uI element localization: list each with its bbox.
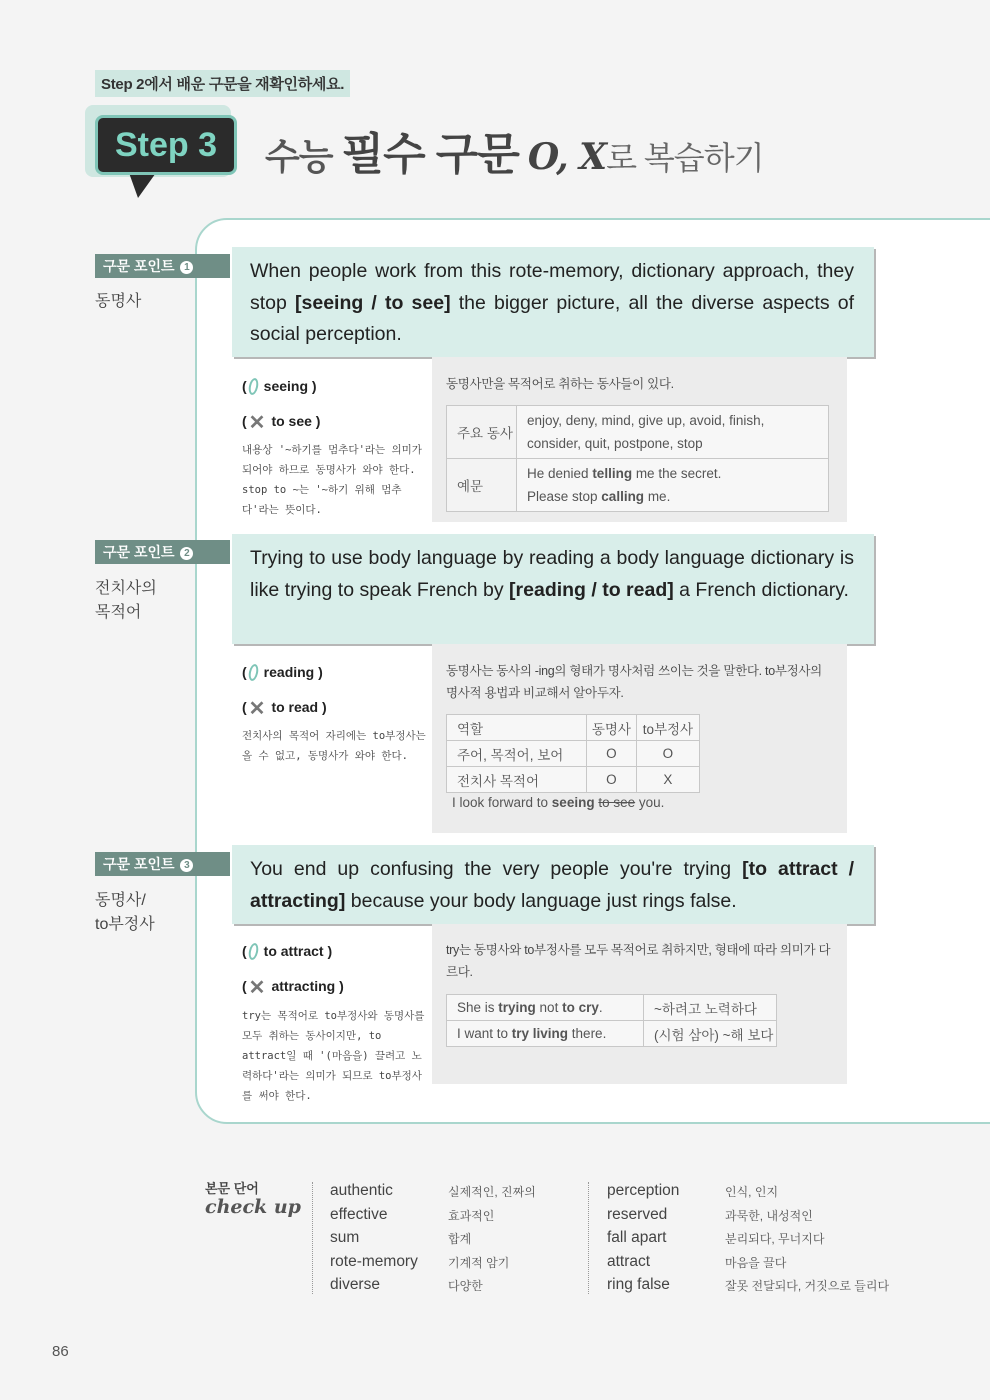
- point-label-line: to부정사: [95, 916, 155, 933]
- table-cell: O: [586, 767, 636, 793]
- answer-correct-1: ( seeing ): [242, 378, 317, 394]
- vocab-word: reserved: [607, 1205, 668, 1223]
- ex-text: She is: [457, 1000, 499, 1015]
- vocab-word: ring false: [607, 1276, 670, 1294]
- ex-text: Please stop: [527, 489, 602, 504]
- point-label-1: [95, 290, 141, 314]
- ex-bold: calling: [601, 489, 645, 504]
- point-number: 3: [180, 859, 193, 872]
- vocab-meaning: 다양한: [448, 1279, 483, 1294]
- vocab-word: fall apart: [607, 1229, 667, 1247]
- ex-text: not: [535, 1000, 563, 1015]
- vocab-meaning: 실제적인, 진짜의: [448, 1185, 536, 1199]
- vocab-word: authentic: [330, 1182, 393, 1199]
- answer-correct-2: ( reading ): [242, 664, 323, 680]
- point-tag-1: [95, 254, 230, 278]
- ex-text: He denied: [527, 466, 593, 481]
- sentence-choice: [reading / to read]: [509, 578, 674, 601]
- table-head: 주요 동사: [447, 406, 517, 459]
- title-pre: 수능: [265, 136, 333, 177]
- ex-bold: telling: [592, 466, 633, 481]
- vocab-word: attract: [607, 1252, 651, 1270]
- table-cell: (시험 삼아) ~해 보다: [644, 1021, 777, 1047]
- vocab-col-ko-2: [725, 1181, 889, 1299]
- ex-bold: to cry: [562, 1000, 599, 1015]
- table-cell: X: [636, 767, 699, 793]
- page-number: 86: [52, 1343, 69, 1360]
- ex-strike: to see: [598, 795, 636, 810]
- answer-correct-3: ( to attract ): [242, 943, 333, 959]
- ex-text: you.: [635, 795, 665, 810]
- sentence-text: When people work from this rote-memory, dictionary approach, they stop: [250, 260, 854, 314]
- sentence-choice: [seeing / to see]: [295, 291, 451, 314]
- point-label-line: 동명사: [95, 293, 142, 310]
- answer-text: seeing ): [263, 378, 317, 394]
- table-row: [447, 741, 700, 767]
- table-line: enjoy, deny, mind, give up, avoid, finish,: [527, 413, 765, 428]
- table-row: [447, 715, 700, 741]
- divider: [588, 1182, 589, 1294]
- point-label-3: [95, 889, 155, 937]
- point-number: 1: [180, 261, 193, 274]
- recheck-banner: Step 2에서 배운 구문을 재확인하세요.: [95, 70, 350, 97]
- table-cell: [447, 1021, 644, 1047]
- table-cell: O: [636, 741, 699, 767]
- divider: [312, 1182, 313, 1294]
- table-line: [527, 485, 818, 508]
- ex-bold: trying: [498, 1000, 536, 1015]
- table-cell: O: [586, 741, 636, 767]
- verb-table: [446, 405, 829, 512]
- vocab-word: diverse: [330, 1276, 380, 1294]
- ex-text: I look forward to: [452, 795, 552, 810]
- sentence-box-1: [232, 247, 874, 357]
- vocab-meaning: 기계적 암기: [448, 1255, 510, 1270]
- answer-text: to see ): [271, 413, 321, 429]
- sentence-text: a French dictionary.: [673, 578, 849, 601]
- ex-text: there.: [568, 1026, 607, 1041]
- point-label-2: [95, 577, 157, 625]
- table-cell: 주어, 목적어, 보어: [447, 741, 587, 767]
- table-line: [527, 462, 818, 485]
- step-label: Step 3: [114, 126, 218, 164]
- handwritten-note-3: try는 목적어로 to부정사와 동명사를 모두 취하는 동사이지만, to attract일 때 '(마음을) 끌려고 노력하다'라는 의미가 되므로 to부정사를 써야 한다.: [242, 1010, 425, 1102]
- vocab-meaning: 효과적인: [448, 1208, 495, 1223]
- vocab-col-en-1: [330, 1179, 418, 1297]
- checkup-label: [205, 1180, 301, 1216]
- answer-text: attracting ): [271, 978, 344, 994]
- gerund-table: [446, 714, 700, 793]
- handwritten-note-2: 전치사의 목적어 자리에는 to부정사는 올 수 없고, 동명사가 와야 한다.: [242, 730, 426, 762]
- vocab-meaning: 인식, 인지: [725, 1185, 779, 1199]
- point-label-line: 목적어: [95, 604, 142, 621]
- title-ox: O, X: [527, 136, 607, 178]
- sentence-choice: [to attract / attracting]: [250, 858, 854, 912]
- point-tag-label: 구문 포인트: [103, 258, 175, 274]
- ex-bold: seeing: [551, 795, 595, 810]
- checkup-label-bottom: check up: [205, 1196, 301, 1218]
- try-table: [446, 994, 777, 1047]
- cross-x-icon: ✕: [248, 412, 266, 434]
- point-label-line: 동명사/: [95, 892, 146, 909]
- vocab-word: rote-memory: [330, 1252, 418, 1270]
- vocab-meaning: 분리되다, 무너지다: [725, 1232, 825, 1247]
- handwritten-note-1: 내용상 '~하기를 멈추다'라는 의미가 되어야 하므로 동명사가 와야 한다. stop to ~는 '~하기 위해 멈추다'라는 뜻이다.: [242, 444, 422, 516]
- sentence-text: the bigger picture, all the diverse aspects of social perception.: [250, 291, 855, 345]
- table-line: consider, quit, postpone, stop: [527, 436, 703, 451]
- step-badge: [95, 115, 237, 175]
- explain-text-2: 동명사는 동사의 -ing의 형태가 명사처럼 쓰이는 것을 말한다. to부정사의 명사적 용법과 비교해서 알아두자.: [446, 664, 822, 700]
- checkup-label-top: 본문 단어: [205, 1181, 259, 1196]
- answer-text: reading ): [263, 664, 323, 680]
- table-cell: 전치사 목적어: [447, 767, 587, 793]
- sentence-box-3: [232, 845, 874, 924]
- example-sentence: [452, 795, 664, 810]
- vocab-word: perception: [607, 1182, 680, 1199]
- answer-text: to attract ): [263, 943, 333, 959]
- title-post: 로 복습하기: [606, 140, 764, 176]
- table-cell: [517, 459, 829, 512]
- ex-text: me.: [644, 489, 671, 504]
- vocab-col-en-2: [607, 1179, 679, 1297]
- ex-text: I want to: [457, 1026, 512, 1041]
- table-cell: [447, 995, 644, 1021]
- point-label-line: 전치사의: [95, 580, 157, 597]
- point-tag-2: [95, 540, 230, 564]
- table-row: [447, 1021, 777, 1047]
- table-head: 동명사: [586, 715, 636, 741]
- point-tag-label: 구문 포인트: [103, 544, 175, 560]
- explain-text-1: 동명사만을 목적어로 취하는 동사들이 있다.: [446, 377, 674, 391]
- table-cell: [517, 406, 829, 459]
- explain-text-3: try는 동명사와 to부정사를 모두 목적어로 취하지만, 형태에 따라 의미가 다르다.: [446, 943, 831, 979]
- table-head: to부정사: [636, 715, 699, 741]
- answer-wrong-1: ( ✕ to see ): [242, 412, 321, 434]
- circle-o-icon: [247, 377, 259, 395]
- point-number: 2: [180, 547, 193, 560]
- ex-text: me the secret.: [632, 466, 722, 481]
- table-cell: ~하려고 노력하다: [644, 995, 777, 1021]
- table-head: 역할: [447, 715, 587, 741]
- answer-wrong-2: ( ✕ to read ): [242, 698, 327, 720]
- cross-x-icon: ✕: [248, 698, 266, 720]
- ex-text: .: [598, 1000, 603, 1015]
- table-row: [447, 995, 777, 1021]
- vocab-meaning: 잘못 전달되다, 거짓으로 들리다: [725, 1279, 890, 1294]
- vocab-meaning: 마음을 끌다: [725, 1255, 787, 1270]
- sentence-box-2: [232, 534, 874, 644]
- table-row: [447, 406, 829, 459]
- circle-o-icon: [247, 663, 259, 681]
- answer-wrong-3: ( ✕ attracting ): [242, 977, 344, 999]
- point-tag-label: 구문 포인트: [103, 856, 175, 872]
- ex-bold: try living: [511, 1026, 569, 1041]
- sentence-text: because your body language just rings false.: [345, 889, 737, 912]
- cross-x-icon: ✕: [248, 977, 266, 999]
- vocab-col-ko-1: [448, 1181, 536, 1299]
- vocab-meaning: 과묵한, 내성적인: [725, 1208, 813, 1223]
- table-row: [447, 767, 700, 793]
- table-head: 예문: [447, 459, 517, 512]
- circle-o-icon: [247, 942, 259, 960]
- title-big: 필수 구문: [341, 130, 519, 179]
- vocab-meaning: 합계: [448, 1232, 472, 1247]
- vocab-word: sum: [330, 1229, 360, 1247]
- point-tag-3: [95, 852, 230, 876]
- sentence-text: You end up confusing the very people you're trying: [250, 858, 743, 880]
- sentence-text: Trying to use body language by reading a body language dictionary is like trying to speak French by: [250, 547, 854, 601]
- table-row: [447, 459, 829, 512]
- answer-text: to read ): [271, 699, 327, 715]
- page-title: [265, 118, 764, 182]
- vocab-word: effective: [330, 1205, 388, 1223]
